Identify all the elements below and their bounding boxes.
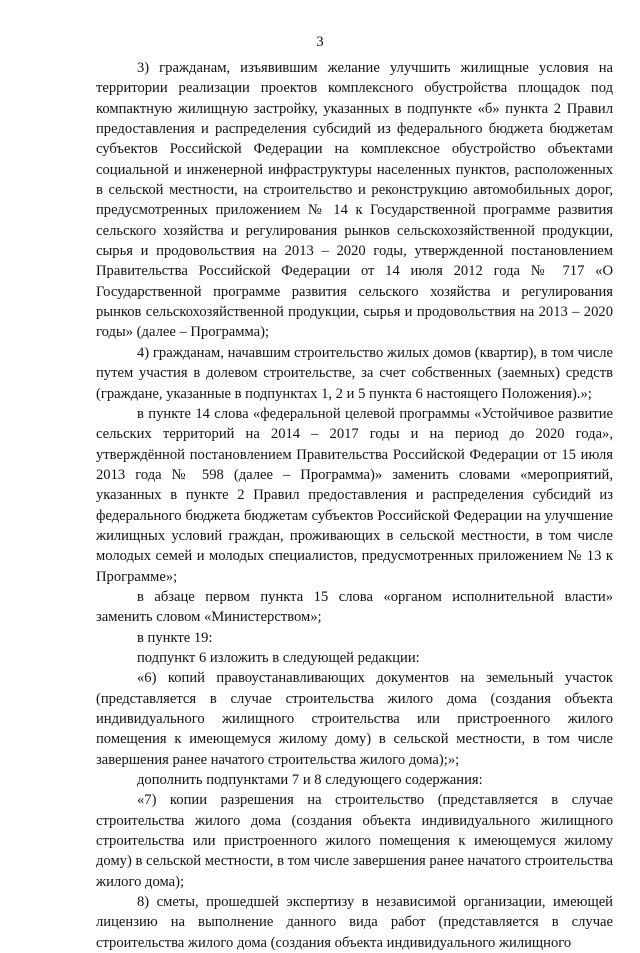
paragraph-item-19-heading: в пункте 19: xyxy=(137,629,213,646)
document-body xyxy=(96,58,613,953)
paragraph-subitem-6-text: «6) копий правоустанавливающих документов на земельный участок (представляется в случае строительства жилого дома (создания объекта индивидуального жилищного строительства или пристроенного жилого помещения к имеющемуся жилому дому) в сельской местности, в том числе завершения ранее начатого строительства жилого дома);»; xyxy=(96,670,613,768)
paragraph-subitem-4: 4) гражданам, начавшим строительство жилых домов (квартир), в том числе путем участия в долевом строительстве, за счет собственных (заемных) средств (граждане, указанные в подпунктах 1, 2 и 5 пункта 6 настоящего Положения).»; xyxy=(96,344,613,402)
paragraph-item-15-amendment: в абзаце первом пункта 15 слова «органом исполнительной власти» заменить словом «Министерством»; xyxy=(96,588,613,626)
page-number: 3 xyxy=(316,34,324,50)
paragraph-add-subitems-intro: дополнить подпунктами 7 и 8 следующего содержания: xyxy=(137,772,483,789)
paragraph-subitem-3: 3) гражданам, изъявившим желание улучшить жилищные условия на территории реализации проектов комплексного обустройства площадок под компактную жилищную застройку, указанных в подпункте «б» пункта 2 Правил предоставления и распределения субсидий из федерального бюджета бюджетам субъектов Российской Федерации на комплексное обустройство объектами социальной и инженерной инфраструктуры населенных пунктов, расположенных в сельской местности, на строительство и реконструкцию автомобильных дорог, предусмотренных приложением № 14 к Государственной программе развития сельского хозяйства и регулирования рынков сельскохозяйственной продукции, сырья и продовольствия на 2013 – 2020 годы, утвержденной постановлением Правительства Российской Федерации от 14 июля 2012 года № 717 «О Государственной программе развития сельского хозяйства и регулирования рынков сельскохозяйственной продукции, сырья и продовольствия на 2013 – 2020 годы» (далее – Программа); xyxy=(96,60,613,341)
paragraph-subitem-6-intro: подпункт 6 изложить в следующей редакции: xyxy=(137,649,420,666)
paragraph-subitem-7-text: «7) копии разрешения на строительство (представляется в случае строительства жилого дома (создания объекта индивидуального жилищного строительства или пристроенного жилого помещения к имеющемуся жилому дому) в сельской местности, в том числе завершения ранее начатого строительства жилого дома); xyxy=(96,792,613,890)
paragraph-item-14-amendment: в пункте 14 слова «федеральной целевой программы «Устойчивое развитие сельских территорий на 2014 – 2017 годы и на период до 2020 года», утверждённой постановлением Правительства Российской Федерации от 15 июля 2013 года № 598 (далее – Программа)» заменить словами «мероприятий, указанных в пункте 2 Правил предоставления и распределения субсидий из федерального бюджета бюджетам субъектов Российской Федерации на улучшение жилищных условий граждан, проживающих в сельской местности, в том числе молодых семей и молодых специалистов, предусмотренных приложением № 13 к Программе»; xyxy=(96,405,613,585)
paragraph-subitem-8-text: 8) сметы, прошедшей экспертизу в независимой организации, имеющей лицензию на выполнение данного вида работ (представляется в случае строительства жилого дома (создания объекта индивидуального жилищного xyxy=(96,894,613,951)
